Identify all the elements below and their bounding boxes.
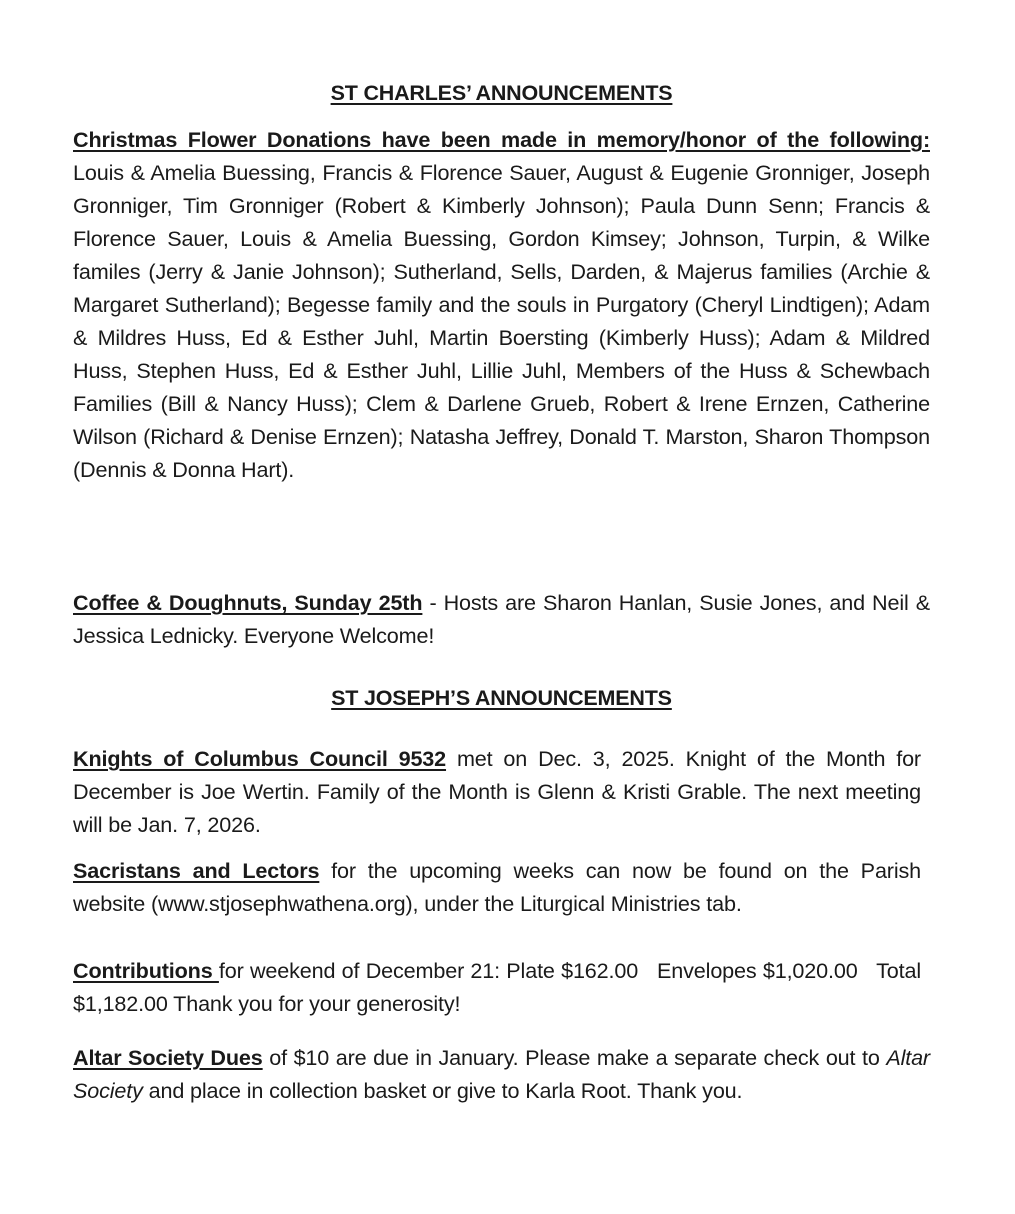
christmas-flowers-lead: Christmas Flower Donations have been made in memory/honor of the following: (73, 127, 930, 152)
coffee-doughnuts-body: - Hosts are Sharon Hanlan, Susie Jones, and Neil & Jessica Lednicky. Everyone Welcome! (73, 590, 930, 648)
sacristans-lectors-lead: Sacristans and Lectors (73, 858, 320, 883)
st-charles-heading: ST CHARLES’ ANNOUNCEMENTS (330, 81, 673, 105)
altar-society-payee: Altar Society (73, 1045, 930, 1103)
knights-of-columbus-paragraph (73, 742, 921, 841)
knights-of-columbus-lead: Knights of Columbus Council 9532 (73, 746, 447, 771)
christmas-flowers-paragraph (73, 123, 930, 486)
sacristans-lectors-paragraph (73, 854, 921, 920)
altar-society-body-after: and place in collection basket or give to Karla Root. Thank you. (142, 1078, 743, 1103)
altar-society-paragraph (73, 1041, 930, 1107)
altar-society-lead: Altar Society Dues (73, 1045, 263, 1070)
coffee-doughnuts-paragraph (73, 586, 930, 652)
sacristans-lectors-body: for the upcoming weeks can now be found on the Parish website (www.stjosephwathena.org), under the Liturgical Ministries tab. (73, 858, 921, 916)
coffee-doughnuts-lead: Coffee & Doughnuts, Sunday 25th (73, 590, 423, 615)
st-joseph-heading: ST JOSEPH’S ANNOUNCEMENTS (331, 686, 672, 710)
contributions-lead: Contributions (73, 958, 219, 983)
christmas-flowers-body: Louis & Amelia Buessing, Francis & Florence Sauer, August & Eugenie Gronniger, Joseph Gronniger, Tim Gronniger (Robert & Kimberly Johnson); Paula Dunn Senn; Francis & Florence Sauer, Louis & Amelia Buessing, Gordon Kimsey; Johnson, Turpin, & Wilke familes (Jerry & Janie Johnson); Sutherland, Sells, Darden, & Majerus families (Archie & Margaret Sutherland); Begesse family and the souls in Purgatory (Cheryl Lindtigen); Adam & Mildres Huss, Ed & Esther Juhl, Martin Boersting (Kimberly Huss); Adam & Mildred Huss, Stephen Huss, Ed & Esther Juhl, Lillie Juhl, Members of the Huss & Schewbach Families (Bill & Nancy Huss); Clem & Darlene Grueb, Robert & Irene Ernzen, Catherine Wilson (Richard & Denise Ernzen); Natasha Jeffrey, Donald T. Marston, Sharon Thompson (Dennis & Donna Hart). (73, 160, 930, 482)
contributions-body: for weekend of December 21: Plate $162.00 Envelopes $1,020.00 Total $1,182.00 Thank you for your generosity! (73, 958, 927, 1016)
altar-society-body-before: of $10 are due in January. Please make a separate check out to (262, 1045, 887, 1070)
knights-of-columbus-body: met on Dec. 3, 2025. Knight of the Month for December is Joe Wertin. Family of the Month is Glenn & Kristi Grable. The next meeting will be Jan. 7, 2026. (73, 746, 921, 837)
contributions-paragraph (73, 954, 927, 1020)
